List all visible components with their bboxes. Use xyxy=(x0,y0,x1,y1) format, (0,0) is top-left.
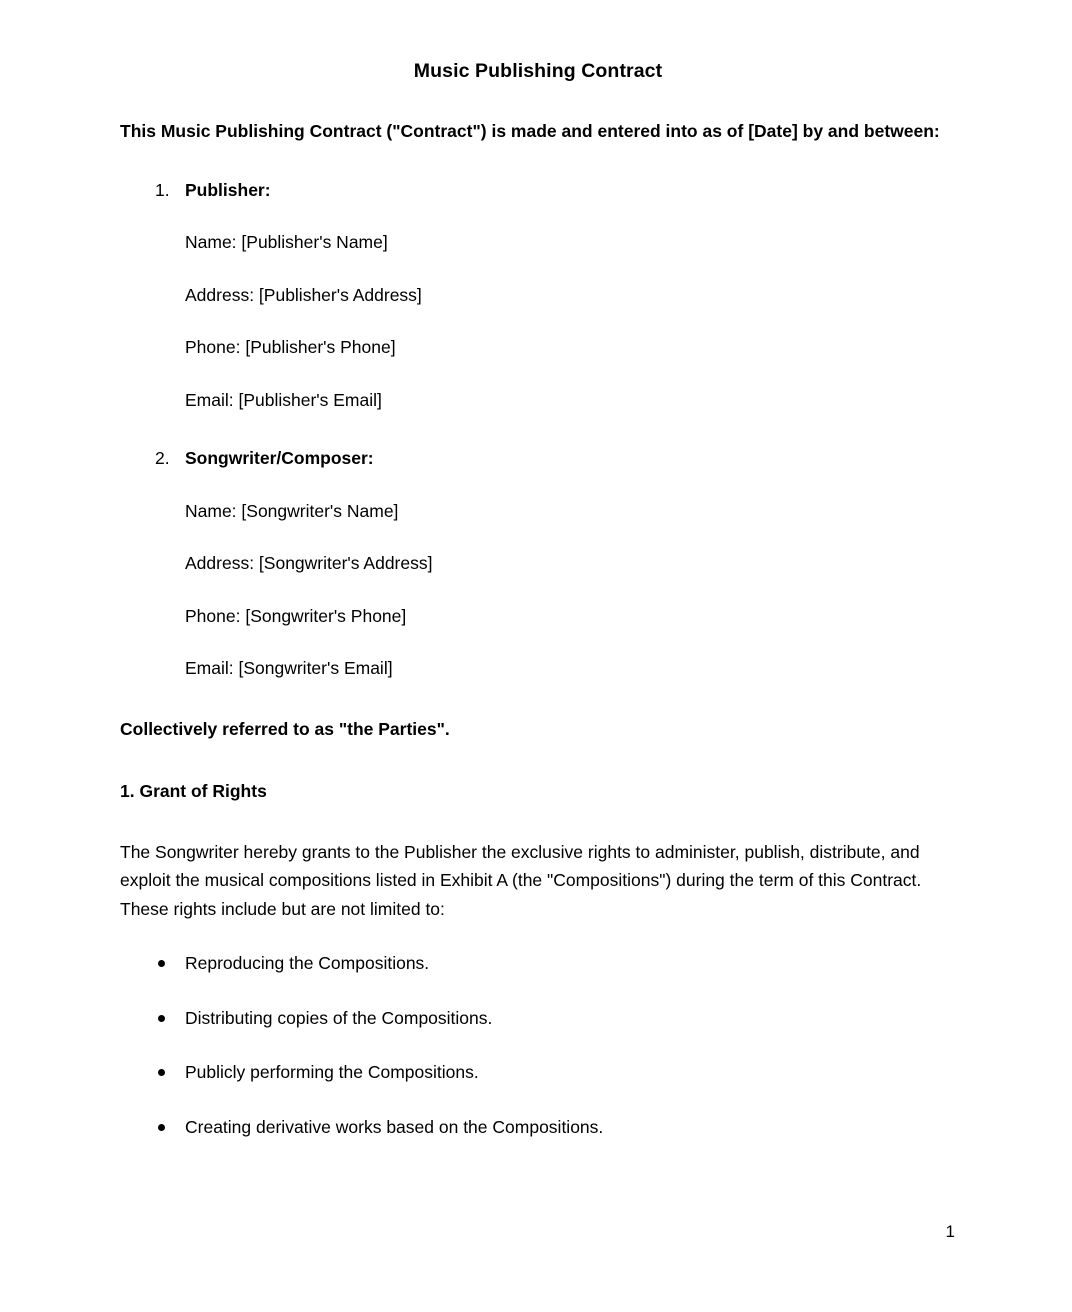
list-item xyxy=(120,1087,956,1142)
page-number: 1 xyxy=(945,1222,955,1241)
intro-paragraph: This Music Publishing Contract ("Contract") is made and entered into as of [Date] by and between: xyxy=(120,121,940,141)
list-item xyxy=(120,1032,956,1087)
party-detail-address: Address: [Publisher's Address] xyxy=(185,284,422,305)
party-label: Songwriter/Composer: xyxy=(185,448,374,468)
party-item-songwriter xyxy=(120,414,956,683)
party-label: Publisher: xyxy=(185,179,271,200)
party-detail-email: Email: [Songwriter's Email] xyxy=(185,658,393,678)
parties-list xyxy=(120,146,956,683)
list-item xyxy=(120,978,956,1033)
party-detail-phone: Phone: [Songwriter's Phone] xyxy=(185,605,407,626)
list-item-label: Reproducing the Compositions. xyxy=(185,953,430,973)
list-item xyxy=(120,923,956,978)
bullet-icon xyxy=(158,1058,165,1087)
section-heading-grant-of-rights: 1. Grant of Rights xyxy=(120,781,267,801)
party-item-publisher xyxy=(120,146,956,415)
document-content xyxy=(120,0,956,1141)
list-item-label: Distributing copies of the Compositions. xyxy=(185,1007,493,1028)
bullet-icon xyxy=(158,1004,165,1033)
list-item-label: Publicly performing the Compositions. xyxy=(185,1062,479,1082)
party-detail-address: Address: [Songwriter's Address] xyxy=(185,553,433,573)
party-detail-name: Name: [Songwriter's Name] xyxy=(185,500,399,521)
section-paragraph-grant-of-rights: The Songwriter hereby grants to the Publisher the exclusive rights to administer, publish, distribute, and exploit the musical compositions listed in Exhibit A (the "Compositions") during the term of this Contract. These rights include but are not limited to: xyxy=(120,841,922,919)
list-item-label: Creating derivative works based on the Compositions. xyxy=(185,1116,604,1137)
rights-list xyxy=(120,923,956,1141)
party-detail-name: Name: [Publisher's Name] xyxy=(185,232,388,252)
party-detail-email: Email: [Publisher's Email] xyxy=(185,389,382,410)
page-title: Music Publishing Contract xyxy=(413,60,663,82)
bullet-icon xyxy=(158,1113,165,1142)
collective-statement: Collectively referred to as "the Parties". xyxy=(120,718,450,739)
bullet-icon xyxy=(158,949,165,978)
party-detail-phone: Phone: [Publisher's Phone] xyxy=(185,337,396,357)
